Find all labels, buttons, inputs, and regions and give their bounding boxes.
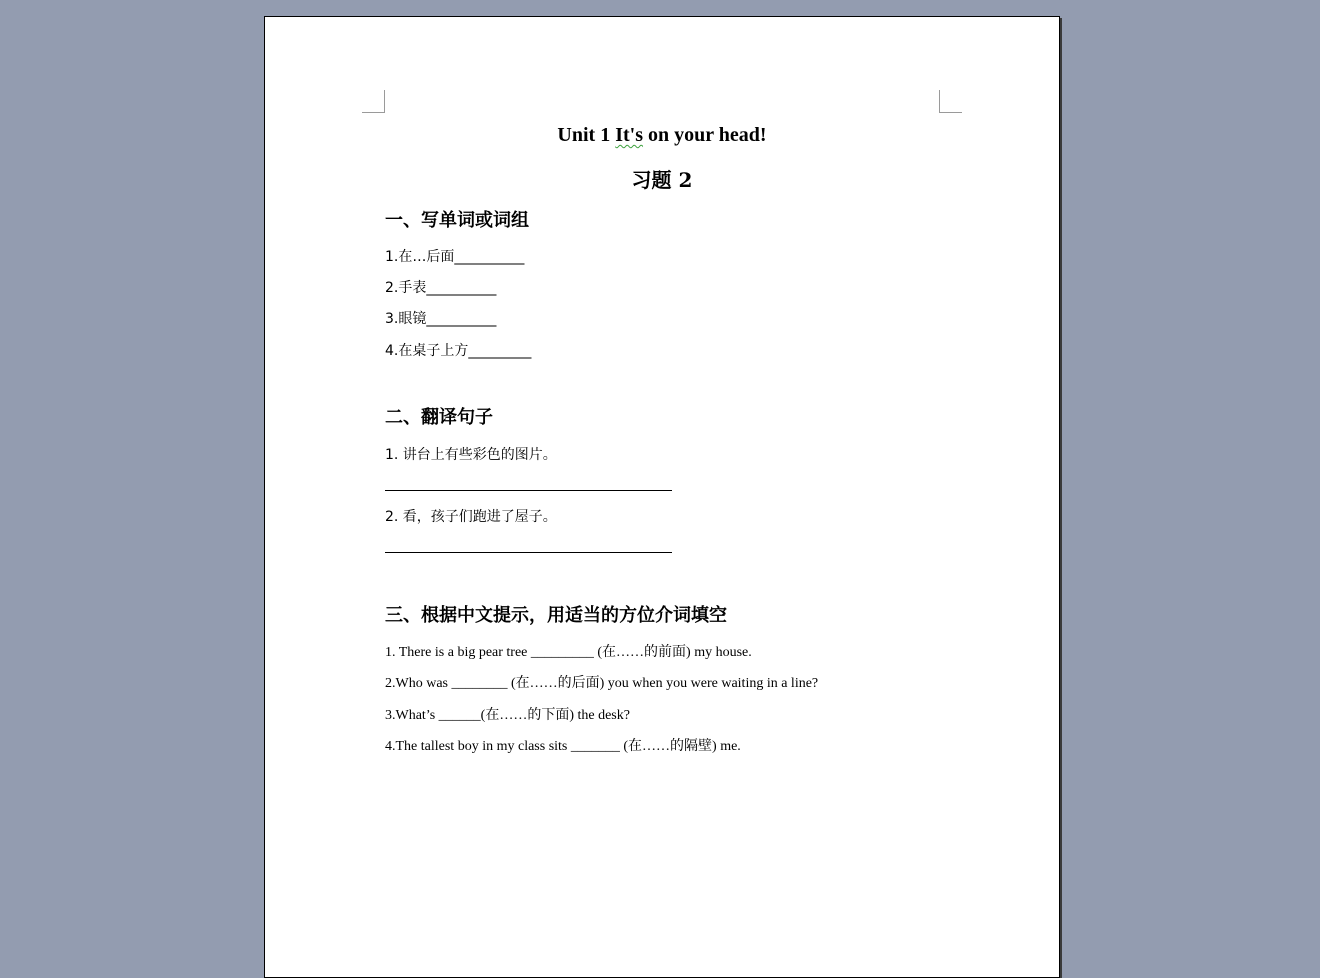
answer-line-2 bbox=[385, 552, 672, 553]
fill-item-4: 4.The tallest boy in my class sits _______ (在……的隔壁) me. bbox=[385, 739, 741, 754]
vocab-item-1: 1.在…后面__________ bbox=[385, 249, 525, 265]
vocab-item-4: 4.在桌子上方_________ bbox=[385, 343, 532, 359]
margin-corner-top-right bbox=[939, 90, 962, 113]
translate-item-2: 2. 看，孩子们跑进了屋子。 bbox=[385, 509, 557, 525]
section-heading-2: 二、翻译句子 bbox=[385, 407, 493, 428]
document-title bbox=[265, 124, 1059, 147]
margin-corner-top-left bbox=[362, 90, 385, 113]
document-page[interactable] bbox=[264, 16, 1060, 978]
answer-line-1 bbox=[385, 490, 672, 491]
spellcheck-flagged-word[interactable]: It's bbox=[615, 124, 644, 146]
title-prefix: Unit 1 bbox=[557, 124, 616, 146]
section-heading-3: 三、根据中文提示，用适当的方位介词填空 bbox=[385, 605, 727, 626]
fill-item-1: 1. There is a big pear tree _________ (在……的前面) my house. bbox=[385, 645, 752, 660]
document-subtitle: 习题 2 bbox=[631, 168, 693, 192]
title-suffix: on your head! bbox=[643, 124, 767, 146]
fill-item-2: 2.Who was ________ (在……的后面) you when you were waiting in a line? bbox=[385, 676, 819, 691]
section-heading-1: 一、写单词或词组 bbox=[385, 210, 529, 231]
translate-item-1: 1. 讲台上有些彩色的图片。 bbox=[385, 447, 557, 463]
vocab-item-3: 3.眼镜__________ bbox=[385, 311, 497, 327]
vocab-item-2: 2.手表__________ bbox=[385, 280, 497, 296]
fill-item-3: 3.What’s ______(在……的下面) the desk? bbox=[385, 708, 630, 723]
